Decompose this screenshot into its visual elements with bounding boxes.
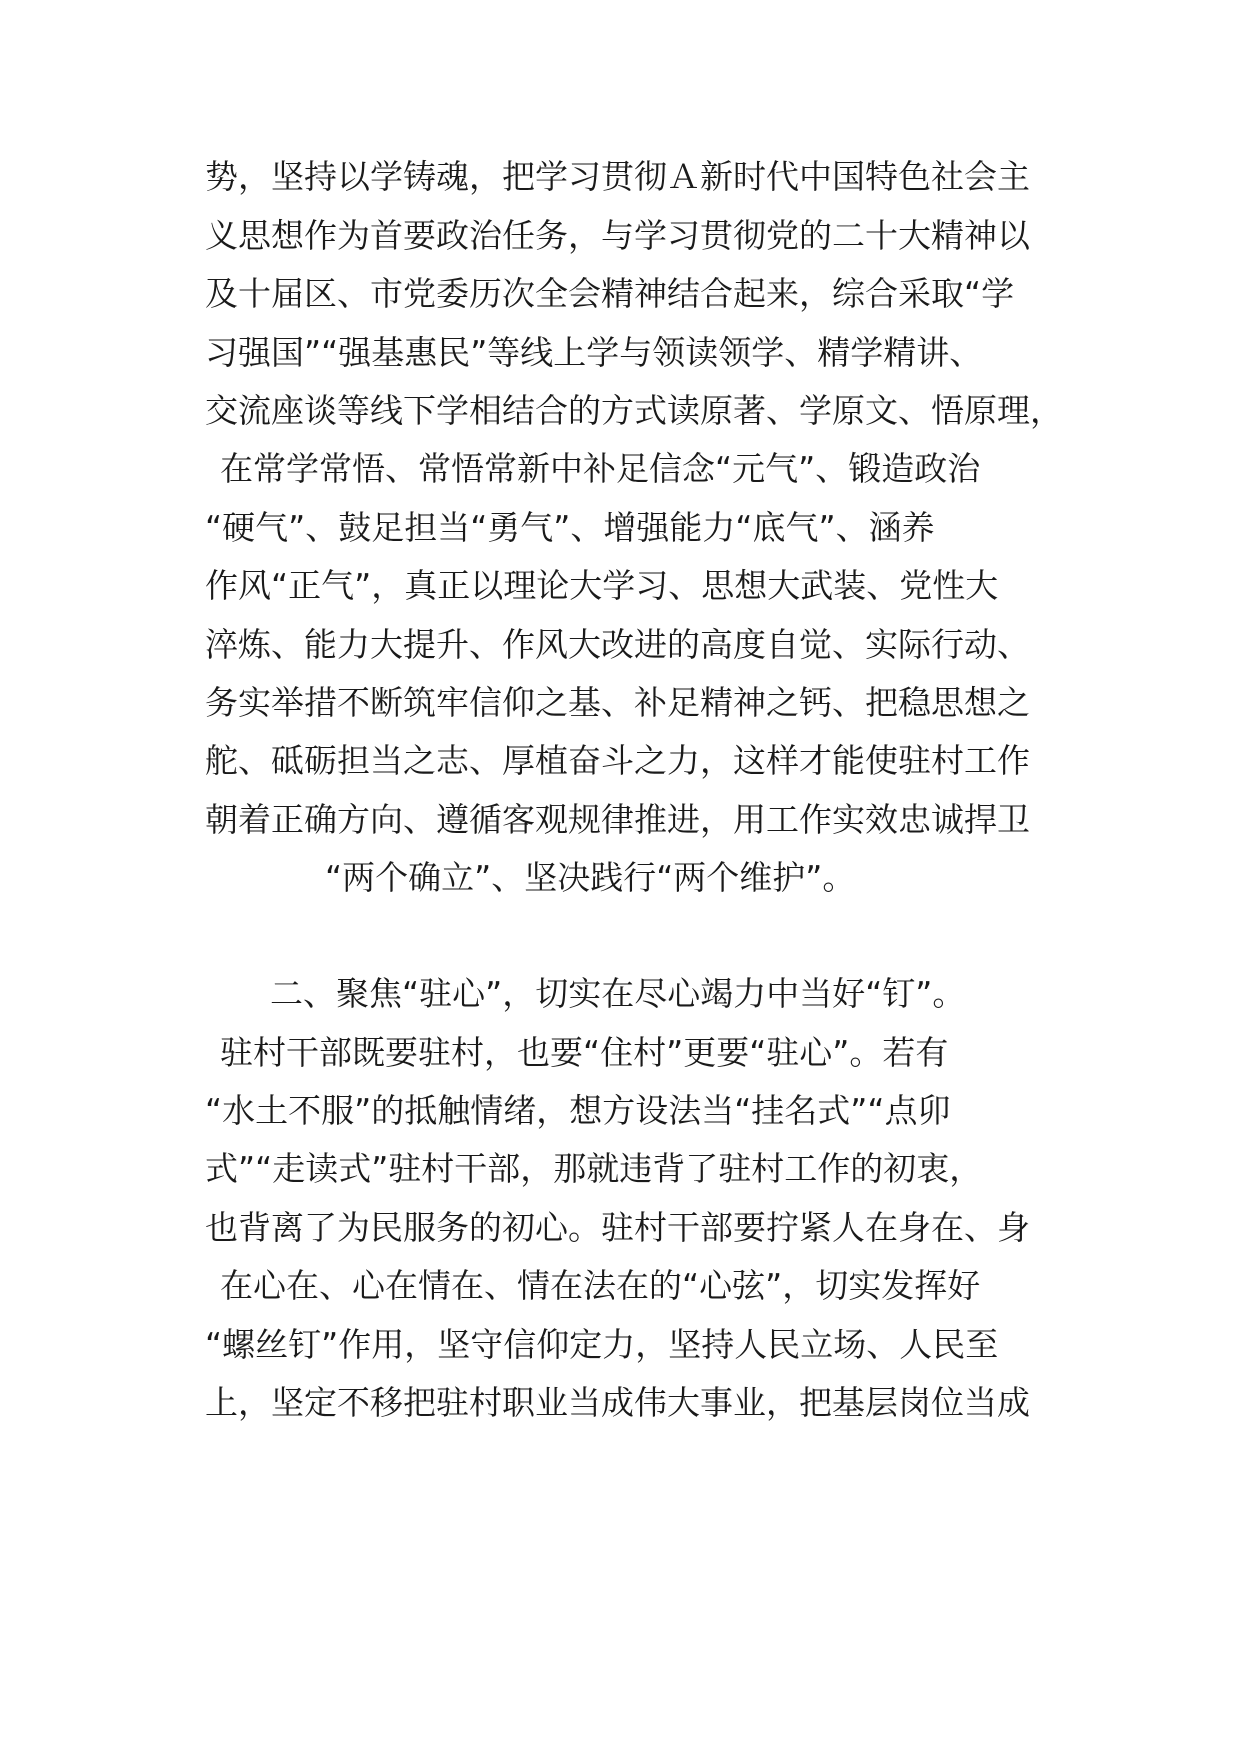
text-line: 在心在、心在情在、情在法在的“心弦”，切实发挥好 bbox=[220, 1266, 981, 1305]
text-line: “螺丝钉”作用，坚守信仰定力，坚持人民立场、人民至 bbox=[205, 1325, 999, 1364]
text-line: 也背离了为民服务的初心。驻村干部要拧紧人在身在、身 bbox=[205, 1208, 1030, 1247]
section-heading: 二、聚焦“驻心”，切实在尽心竭力中当好“钉”。 bbox=[270, 974, 966, 1013]
text-line: 交流座谈等线下学相结合的方式读原著、学原文、悟原理， bbox=[205, 391, 1063, 430]
text-line: 及十届区、市党委历次全会精神结合起来，综合采取“学 bbox=[205, 274, 1015, 313]
text-line: “两个确立”、坚决践行“两个维护”。 bbox=[325, 858, 856, 897]
text-line: 式”“走读式”驻村干部，那就违背了驻村工作的初衷， bbox=[205, 1149, 983, 1188]
text-line: 务实举措不断筑牢信仰之基、补足精神之钙、把稳思想之 bbox=[205, 683, 1030, 722]
text-line: 在常学常悟、常悟常新中补足信念“元气”、锻造政治 bbox=[220, 449, 981, 488]
text-line: 驻村干部既要驻村，也要“住村”更要“驻心”。若有 bbox=[220, 1033, 949, 1072]
text-line: “水土不服”的抵触情绪，想方设法当“挂名式”“点卯 bbox=[205, 1091, 951, 1130]
text-line: “硬气”、鼓足担当“勇气”、增强能力“底气”、涵养 bbox=[205, 508, 935, 547]
text-line: 舵、砥砺担当之志、厚植奋斗之力，这样才能使驻村工作 bbox=[205, 741, 1030, 780]
text-line: 作风“正气”，真正以理论大学习、思想大武装、党性大 bbox=[205, 566, 999, 605]
text-line: 淬炼、能力大提升、作风大改进的高度自觉、实际行动、 bbox=[205, 625, 1030, 664]
text-line: 上，坚定不移把驻村职业当成伟大事业，把基层岗位当成 bbox=[205, 1383, 1030, 1422]
text-line: 义思想作为首要政治任务，与学习贯彻党的二十大精神以 bbox=[205, 216, 1030, 255]
text-line: 习强国”“强基惠民”等线上学与领读领学、精学精讲、 bbox=[205, 333, 983, 372]
text-line: 势，坚持以学铸魂，把学习贯彻Ａ新时代中国特色社会主 bbox=[205, 157, 1030, 196]
text-line: 朝着正确方向、遵循客观规律推进，用工作实效忠诚捍卫 bbox=[205, 800, 1030, 839]
